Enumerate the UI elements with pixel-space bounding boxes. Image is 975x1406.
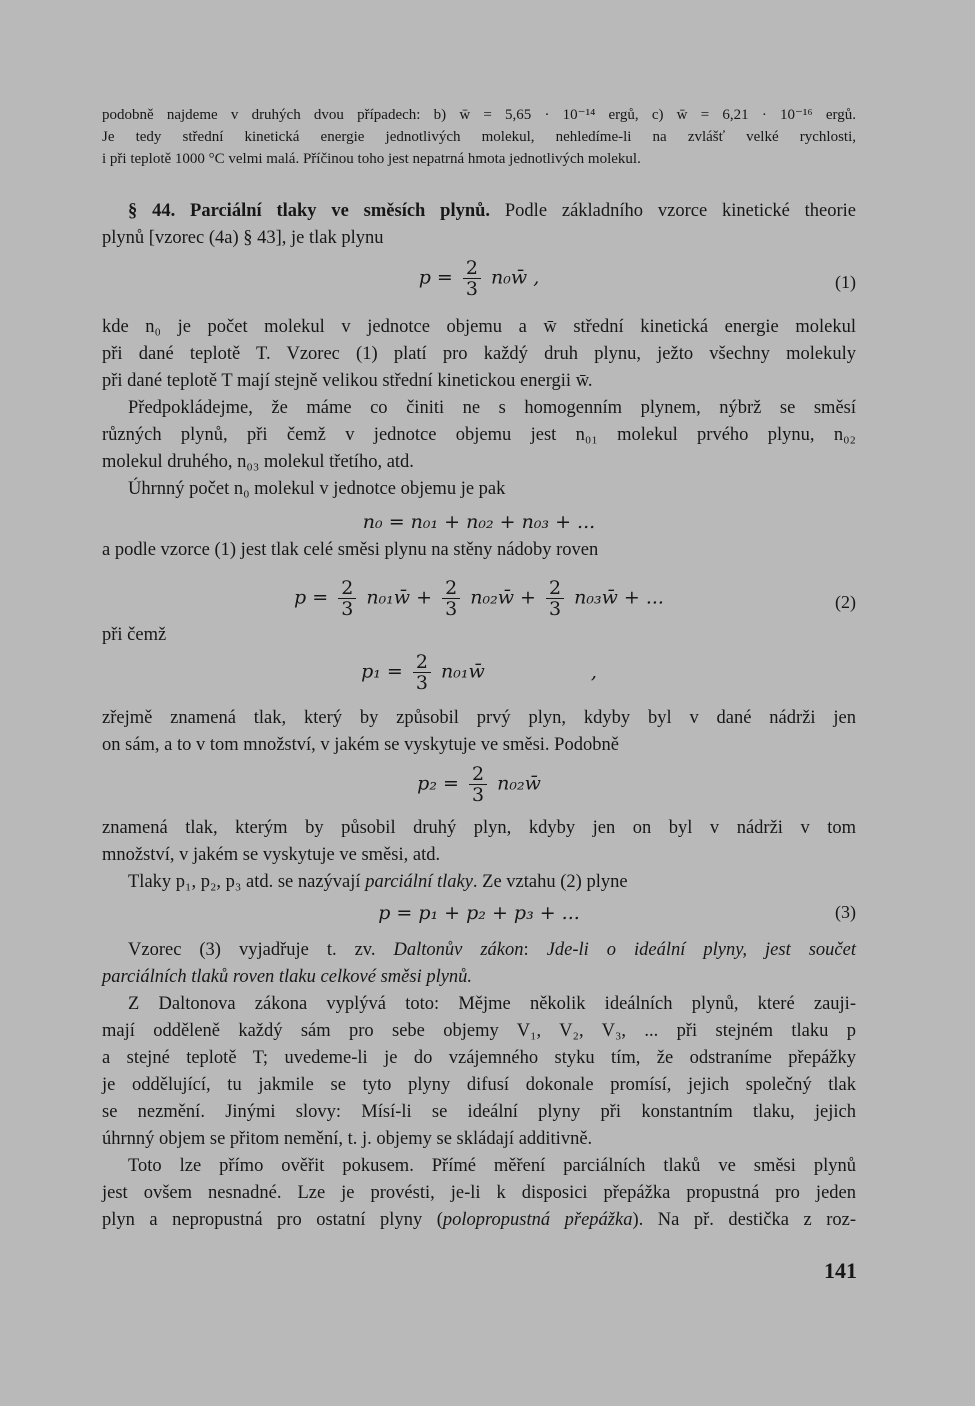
- text-line: Úhrnný počet n₀ molekul v jednotce objemu je pak: [128, 479, 506, 499]
- text-line: při dané teplotě T mají stejně velikou střední kinetickou energii w̄.: [102, 371, 593, 391]
- paragraph: [102, 622, 856, 649]
- equation-p2: [102, 764, 856, 818]
- text-line: Toto lze přímo ověřit pokusem. Přímé měření parciálních tlaků ve směsi plynů: [128, 1156, 856, 1176]
- paragraph: [102, 537, 856, 564]
- law-statement: Jde-li o ideální plyny, jest součet: [546, 940, 856, 960]
- term-italic: parciální tlaky: [365, 872, 473, 892]
- text-line: je oddělující, tu jakmile se tyto plyny difusí dokonale promísí, jejich společný tlak: [102, 1075, 856, 1095]
- text-line: plyn a nepropustná pro ostatní plyny (polopropustná přepážka). Na př. destička z roz-: [102, 1210, 856, 1230]
- fraction: $\frac{2}{3}$: [338, 578, 356, 619]
- text-line: různých plynů, při čemž v jednotce objemu jest n₀₁ molekul prvého plynu, n₀₂: [102, 425, 856, 445]
- section-text: Podle základního vzorce kinetické theorie: [490, 201, 856, 221]
- term-italic: polopropustná přepážka: [442, 1210, 633, 1230]
- text-line: molekul druhého, n₀₃ molekul třetího, atd.: [102, 452, 414, 472]
- text-line: Tlaky p₁, p₂, p₃ atd. se nazývají parciální tlaky. Ze vztahu (2) plyne: [128, 872, 628, 892]
- equation-p1: [102, 652, 856, 706]
- paragraph: [102, 314, 856, 503]
- eq-expression: n₀ = n₀₁ + n₀₂ + n₀₃ + ...: [362, 511, 596, 533]
- eq-rhs: n₀w̄ ,: [491, 266, 540, 289]
- section-heading: § 44. Parciální tlaky ve směsích plynů.: [128, 201, 491, 221]
- intro-line: i při teplotě 1000 °C velmi malá. Příčinou toho jest nepatrná hmota jednotlivých molekul.: [102, 151, 641, 167]
- text-line: kde n₀ je počet molekul v jednotce objemu a w̄ střední kinetická energie molekul: [102, 317, 856, 337]
- eq-lhs: p =: [418, 266, 453, 289]
- text-line: Vzorec (3) vyjadřuje t. zv. Daltonův zákon: Jde-li o ideální plyny, jest součet: [128, 940, 856, 960]
- section-text-line: plynů [vzorec (4a) § 43], je tlak plynu: [102, 228, 384, 248]
- text-line: a stejné teplotě T; uvedeme-li je do vzájemného styku tím, že odstraníme přepážky: [102, 1048, 856, 1068]
- eq-term: n₀₁w̄ +: [366, 586, 433, 609]
- paragraph: [102, 705, 856, 759]
- text-line: se nezmění. Jinými slovy: Mísí-li se ideální plyny při konstantním tlaku, jejich: [102, 1102, 856, 1122]
- page-number: 141: [824, 1258, 857, 1283]
- eq-lhs: p₂ =: [417, 772, 459, 795]
- text-line: a podle vzorce (1) jest tlak celé směsi plynu na stěny nádoby roven: [102, 540, 599, 560]
- eq-lhs: p =: [294, 586, 329, 609]
- fraction: $\frac{2}{3}$: [442, 578, 460, 619]
- eq-tail: ,: [590, 660, 597, 683]
- equation-1: [102, 258, 856, 312]
- equation-3: [102, 902, 856, 932]
- text-line: mají odděleně každý sám pro sebe objemy V₁, V₂, V₃, ... při stejném tlaku p: [102, 1021, 856, 1041]
- text-line: znamená tlak, kterým by působil druhý plyn, kdyby jen on byl v nádrži v tom: [102, 818, 856, 838]
- eq-expression: p = p₁ + p₂ + p₃ + ...: [378, 902, 580, 924]
- section-44: [102, 198, 856, 252]
- eq-rhs: n₀₂w̄: [497, 772, 541, 795]
- text-line: množství, v jakém se vyskytuje ve směsi, atd.: [102, 845, 441, 865]
- eq-term: n₀₃w̄ + ...: [574, 586, 664, 609]
- equation-label: (3): [835, 902, 856, 922]
- dalton-law-term: Daltonův zákon: [393, 940, 524, 960]
- text-line: jest ovšem nesnadné. Lze je provésti, je-li k disposici přepážka propustná pro jeden: [102, 1183, 856, 1203]
- text-line: on sám, a to v tom množství, v jakém se vyskytuje ve směsi. Podobně: [102, 735, 619, 755]
- fraction: $\frac{2}{3}$: [463, 258, 481, 299]
- text-line: Z Daltonova zákona vyplývá toto: Mějme několik ideálních plynů, které zauji-: [128, 994, 856, 1014]
- text-line: parciálních tlaků roven tlaku celkové směsi plynů.: [102, 967, 473, 987]
- fraction: $\frac{2}{3}$: [469, 764, 487, 805]
- text-line: úhrnný objem se přitom nemění, t. j. objemy se skládají additivně.: [102, 1129, 593, 1149]
- equation-label: (2): [835, 592, 856, 612]
- paragraph: [102, 937, 856, 1234]
- paragraph: [102, 815, 856, 896]
- text-line: Předpokládejme, že máme co činiti ne s homogenním plynem, nýbrž se směsí: [128, 398, 856, 418]
- intro-paragraph: [102, 104, 856, 170]
- fraction: $\frac{2}{3}$: [413, 652, 431, 693]
- text-line: při čemž: [102, 625, 167, 645]
- eq-rhs: n₀₁w̄: [441, 660, 485, 683]
- intro-line: Je tedy střední kinetická energie jednotlivých molekul, nehledíme-li na zvlášť velké rychlosti,: [102, 129, 856, 145]
- eq-lhs: p₁ =: [361, 660, 403, 683]
- equation-label: (1): [835, 272, 856, 292]
- eq-term: n₀₂w̄ +: [470, 586, 536, 609]
- text-line: zřejmě znamená tlak, který by způsobil prvý plyn, kdyby byl v dané nádrži jen: [102, 708, 856, 728]
- fraction: $\frac{2}{3}$: [546, 578, 564, 619]
- intro-line: podobně najdeme v druhých dvou případech: b) w̄ = 5,65 · 10⁻¹⁴ ergů, c) w̄ = 6,21 · 10⁻¹⁶ ergů.: [102, 107, 856, 123]
- text-line: při dané teplotě T. Vzorec (1) platí pro každý druh plynu, ježto všechny molekuly: [102, 344, 856, 364]
